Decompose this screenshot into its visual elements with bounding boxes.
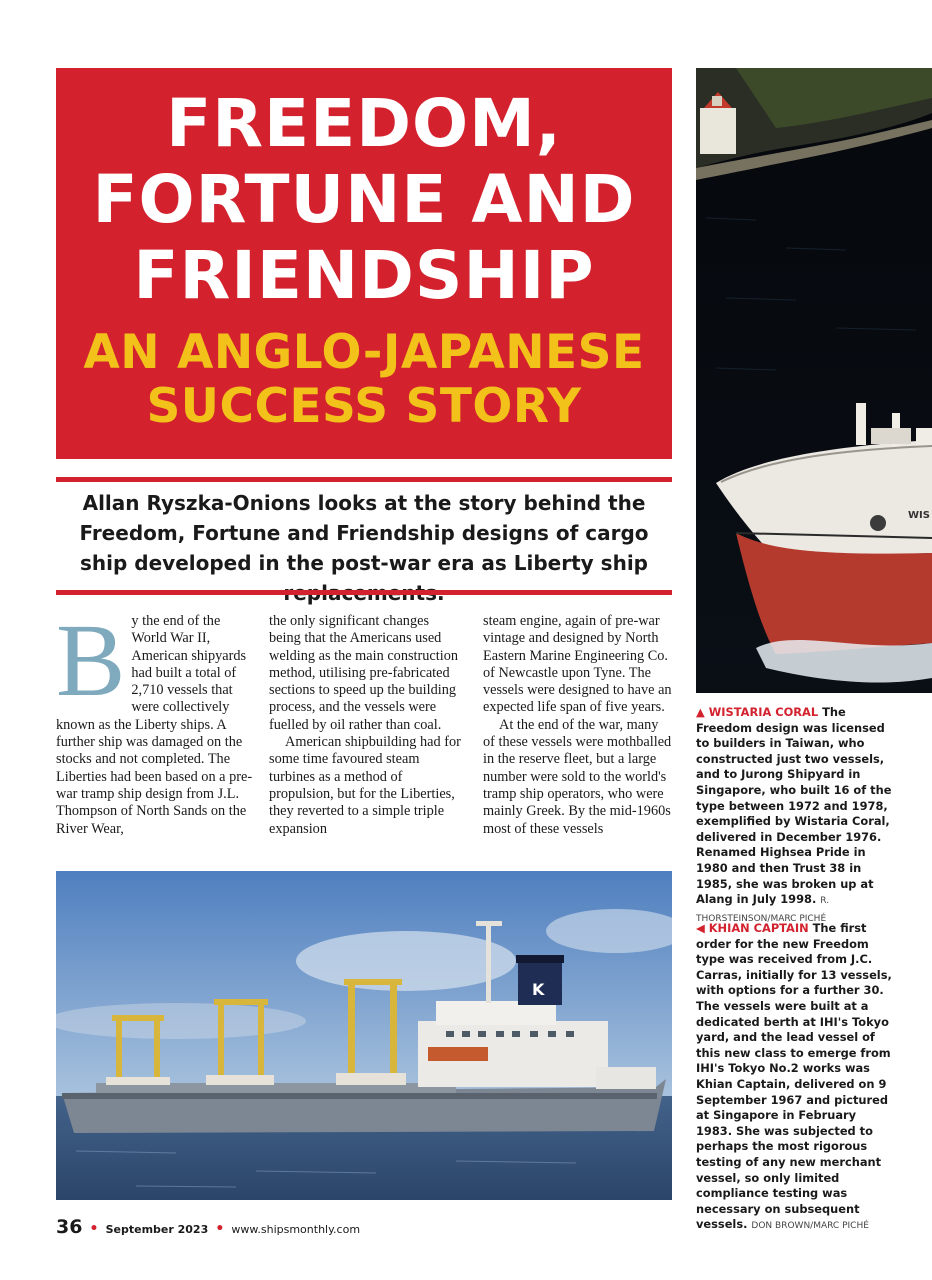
body-paragraph: American shipbuilding had for some time favoured steam turbines as a method of propulsion, but for the Liberties, they reverted to a simple triple expansion <box>269 734 461 837</box>
page-number: 36 <box>56 1216 83 1238</box>
wistaria-coral-photo <box>696 68 932 693</box>
caption-text: The Freedom design was licensed to builders in Taiwan, who constructed just two vessels, and to Jurong Shipyard in Singapore, who built 16 of the type between 1972 and 1978, exemplified by Wistaria Coral, delivered in December 1976. Renamed Highsea Pride in 1980 and then Trust 38 in 1985, she was broken up at Alang in July 1998. <box>696 705 892 907</box>
body-paragraph: steam engine, again of pre-war vintage and designed by North Eastern Marine Engineering Co. of Newcastle upon Tyne. The vessels were designed to have an expected life span of five years. <box>483 613 672 716</box>
body-paragraph: the only significant changes being that the Americans used welding as the main construction method, utilising pre-fabricated sections to speed up the building process, and the vessels were fuelled by oil rather than coal. <box>269 613 458 733</box>
divider-top <box>56 477 672 482</box>
headline-line-2: FORTUNE AND <box>92 161 636 238</box>
khian-captain-photo <box>56 871 672 1200</box>
caption-heading: WISTARIA CORAL <box>708 705 819 719</box>
caption-text: The first order for the new Freedom type was received from J.C. Carras, initially for 13 vessels, with options for a further 30. The vessels were built at a dedicated berth at IHI's Tokyo yard, and the lead vessel of this new class to emerge from IHI's Tokyo No.2 works was Khian Captain, delivered on 9 September 1967 and pictured at Singapore in February 1983. She was subjected to perhaps the most rigorous testing of any new merchant vessel, so only limited compliance testing was necessary on subsequent vessels. <box>696 921 892 1232</box>
subtitle-line-1: AN ANGLO-JAPANESE <box>83 325 645 380</box>
headline-line-3: FRIENDSHIP <box>133 237 595 314</box>
caption-up-arrow-icon: ▲ <box>696 705 705 719</box>
issue-date: September 2023 <box>105 1223 209 1236</box>
website-url[interactable]: www.shipsmonthly.com <box>231 1223 361 1236</box>
body-text: y the end of the World War II, American shipyards had built a total of 2,710 vessels that were collectively known as the Liberty ships. A further ship was damaged on the stocks and not completed. The Liberties had been based on a pre-war tramp ship design from J.L. Thompson of North Sands on the River Wear, <box>56 613 253 837</box>
hull-lettering: WIS <box>908 510 930 521</box>
divider-bottom <box>56 590 672 595</box>
body-column-3 <box>483 613 673 838</box>
bullet-separator: • <box>89 1221 99 1237</box>
headline-line-1: FREEDOM, <box>166 85 562 162</box>
funnel-letter: K <box>532 980 545 999</box>
headline-panel <box>56 68 672 459</box>
standfirst: Allan Ryszka-Onions looks at the story behind the Freedom, Fortune and Friendship designs of cargo ship developed in the post-war era as Liberty ship <box>79 491 649 575</box>
body-column-1 <box>56 603 256 838</box>
body-column-2 <box>269 613 464 838</box>
caption-wistaria-coral <box>696 705 892 927</box>
photo-credit: DON BROWN/MARC PICHÉ <box>751 1221 869 1232</box>
body-paragraph: At the end of the war, many of these vessels were mothballed in the reserve fleet, but a large number were sold to the world's tramp ship operators, who were mainly Greek. By the mid-1960s most of these vessels <box>483 716 672 837</box>
photo-credit: R. THORSTEINSON/MARC PICHÉ <box>696 896 830 924</box>
page-footer <box>56 1216 360 1238</box>
caption-heading: KHIAN CAPTAIN <box>708 921 809 935</box>
caption-khian-captain <box>696 921 892 1235</box>
subtitle-line-2: SUCCESS STORY <box>146 379 582 434</box>
bullet-separator: • <box>215 1221 225 1237</box>
caption-left-arrow-icon: ◀ <box>696 921 705 935</box>
drop-cap: B <box>56 603 126 718</box>
